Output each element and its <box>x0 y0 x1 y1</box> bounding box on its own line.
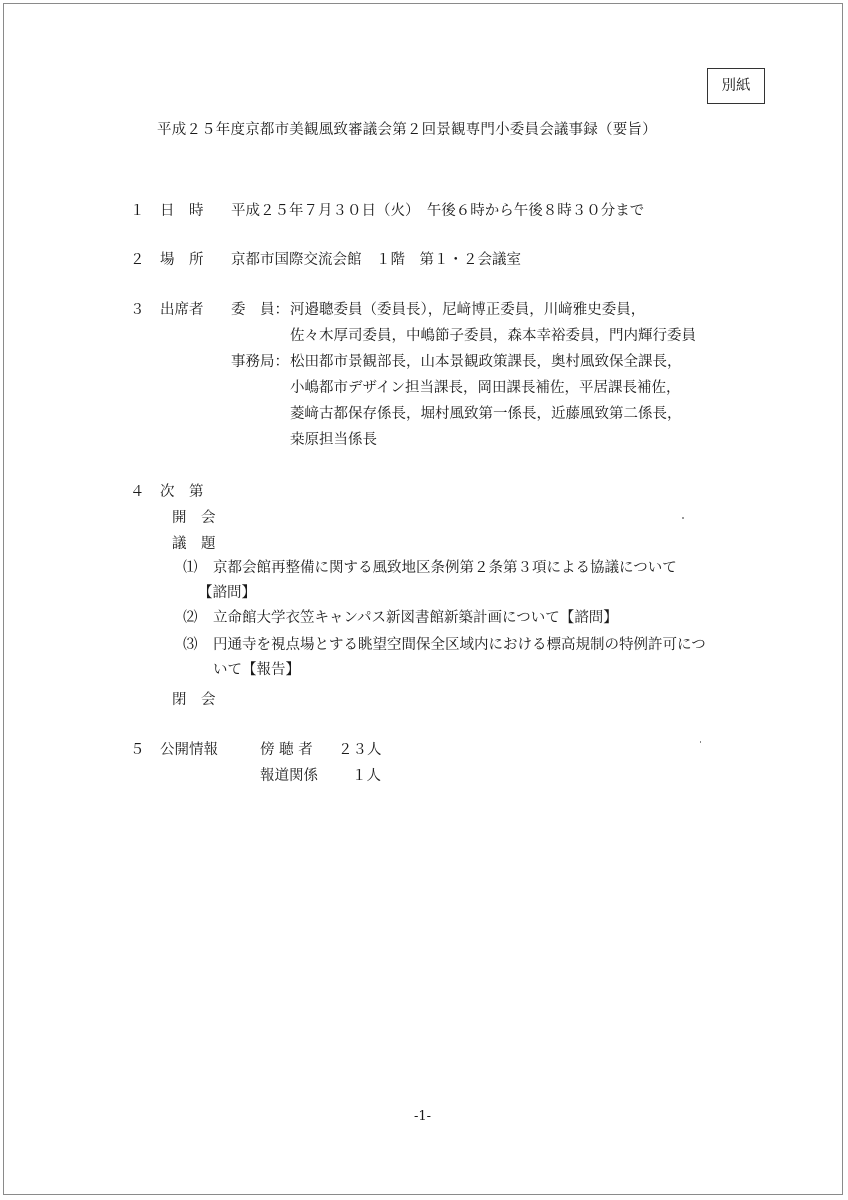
attachment-badge: 別紙 <box>707 68 765 104</box>
section-2-number: ２ <box>130 252 145 268</box>
members-label: 委 員： <box>231 302 289 318</box>
agenda-item-text: いて【報告】 <box>213 662 300 678</box>
page-frame <box>3 3 843 1195</box>
document-title: 平成２５年度京都市美観風致審議会第２回景観専門小委員会議事録（要旨） <box>157 122 657 138</box>
section-2-label: 場 所 <box>160 252 204 268</box>
meeting-datetime: 平成２５年７月３０日（火） 午後６時から午後８時３０分まで <box>231 203 645 219</box>
agenda-topics-label: 議 題 <box>172 536 216 552</box>
public-info-row-value: ２３人 <box>338 742 382 758</box>
section-5-label: 公開情報 <box>160 742 218 758</box>
agenda-item-text: 立命館大学衣笠キャンパス新図書館新築計画について【諮問】 <box>213 610 618 626</box>
scan-speck <box>700 741 701 743</box>
section-3-label: 出席者 <box>160 302 204 318</box>
public-info-row-value: １人 <box>352 768 381 784</box>
scan-speck <box>682 517 684 519</box>
agenda-item-marker: ⑵ <box>183 610 198 626</box>
agenda-item-text: 京都会館再整備に関する風致地区条例第２条第３項による協議について <box>213 560 677 576</box>
section-4-number: ４ <box>130 484 145 500</box>
page-number: -1- <box>414 1109 432 1124</box>
meeting-place: 京都市国際交流会館 １階 第１・２会議室 <box>231 252 521 268</box>
agenda-closing: 閉 会 <box>172 692 216 708</box>
public-info-row-label: 報道関係 <box>260 768 318 784</box>
section-1-number: １ <box>130 203 145 219</box>
public-info-row-label: 傍 聴 者 <box>260 742 313 758</box>
members-line: 佐々木厚司委員，中嶋節子委員，森本幸裕委員，門内輝行委員 <box>290 328 696 344</box>
section-5-number: ５ <box>130 742 145 758</box>
secretariat-label: 事務局： <box>231 354 289 370</box>
secretariat-line: 小嶋都市デザイン担当課長，岡田課長補佐，平居課長補佐， <box>290 380 681 396</box>
agenda-item-marker: ⑶ <box>183 637 198 653</box>
secretariat-line: 菱﨑古都保存係長，堀村風致第一係長，近藤風致第二係長， <box>290 406 682 422</box>
secretariat-line: 松田都市景観部長，山本景観政策課長，奥村風致保全課長， <box>290 354 682 370</box>
agenda-item-text: 円通寺を視点場とする眺望空間保全区域内における標高規制の特例許可につ <box>213 637 706 653</box>
section-3-number: ３ <box>130 302 145 318</box>
members-line: 河邉聰委員（委員長），尼﨑博正委員，川﨑雅史委員， <box>290 302 646 318</box>
agenda-item-marker: ⑴ <box>183 560 198 576</box>
section-1-label: 日 時 <box>160 203 204 219</box>
secretariat-line: 桒原担当係長 <box>290 432 377 448</box>
agenda-item-text: 【諮問】 <box>198 585 256 601</box>
agenda-opening: 開 会 <box>172 510 216 526</box>
section-4-label: 次 第 <box>160 484 204 500</box>
